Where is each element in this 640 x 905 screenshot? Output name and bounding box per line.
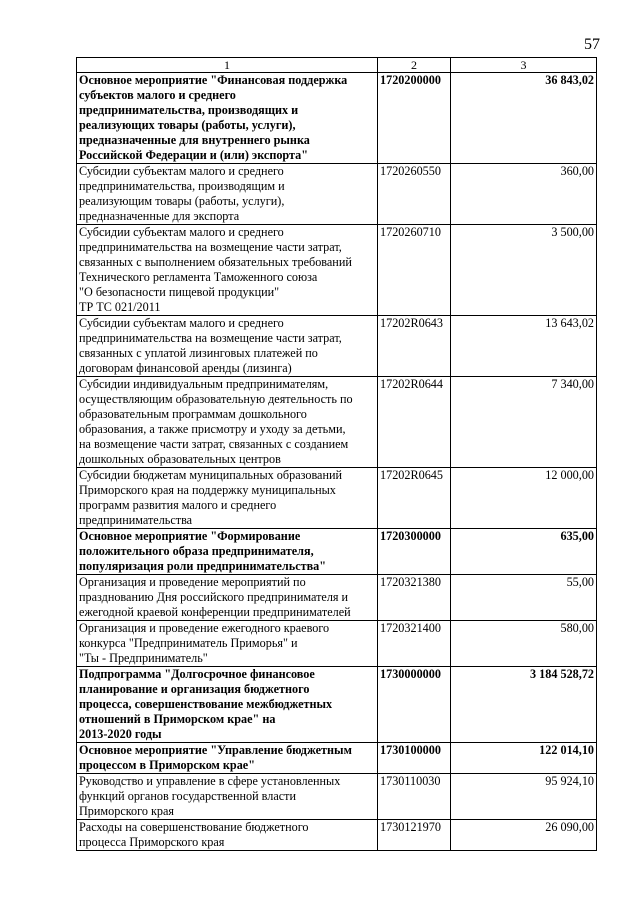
table-row — [77, 667, 597, 743]
row-amount-cell: 95 924,10 — [451, 774, 597, 820]
row-name-cell: Подпрограмма "Долгосрочное финансовое планирование и организация бюджетного процесса, совершенствование межбюджетных отношений в Приморском крае" на 2013-2020 годы — [77, 667, 378, 743]
table-row — [77, 73, 597, 164]
row-amount-cell: 26 090,00 — [451, 820, 597, 851]
row-code-cell: 1730000000 — [378, 667, 451, 743]
row-amount-cell: 580,00 — [451, 621, 597, 667]
table-row — [77, 774, 597, 820]
row-code-cell: 1720260550 — [378, 164, 451, 225]
table-header-row — [77, 58, 597, 73]
row-name-cell: Организация и проведение ежегодного краевого конкурса "Предприниматель Приморья" и "Ты - Предприниматель" — [77, 621, 378, 667]
row-amount-cell: 13 643,02 — [451, 316, 597, 377]
row-amount-cell: 3 184 528,72 — [451, 667, 597, 743]
row-code-cell: 1730100000 — [378, 743, 451, 774]
table-row — [77, 164, 597, 225]
table-row — [77, 621, 597, 667]
row-name-cell: Субсидии бюджетам муниципальных образований Приморского края на поддержку муниципальных программ развития малого и среднего предпринимательства — [77, 468, 378, 529]
row-name-cell: Основное мероприятие "Управление бюджетным процессом в Приморском крае" — [77, 743, 378, 774]
row-code-cell: 17202R0645 — [378, 468, 451, 529]
table-row — [77, 529, 597, 575]
row-code-cell: 17202R0644 — [378, 377, 451, 468]
row-amount-cell: 12 000,00 — [451, 468, 597, 529]
table-row — [77, 820, 597, 851]
column-header-1: 1 — [77, 58, 378, 73]
budget-table-body — [77, 58, 597, 851]
row-name-cell: Организация и проведение мероприятий по празднованию Дня российского предпринимателя и ежегодной краевой конференции предпринимателей — [77, 575, 378, 621]
table-row — [77, 468, 597, 529]
row-amount-cell: 122 014,10 — [451, 743, 597, 774]
table-row — [77, 575, 597, 621]
budget-table — [76, 57, 597, 851]
row-code-cell: 1720321380 — [378, 575, 451, 621]
row-code-cell: 1730110030 — [378, 774, 451, 820]
row-name-cell: Расходы на совершенствование бюджетного процесса Приморского края — [77, 820, 378, 851]
row-amount-cell: 55,00 — [451, 575, 597, 621]
column-header-3: 3 — [451, 58, 597, 73]
row-code-cell: 1720200000 — [378, 73, 451, 164]
row-amount-cell: 360,00 — [451, 164, 597, 225]
row-name-cell: Субсидии индивидуальным предпринимателям, осуществляющим образовательную деятельность по образовательным программам дошкольного образования, а также присмотру и уходу за детьми, на возмещение части затрат, связанных с созданием дошкольных образовательных центров — [77, 377, 378, 468]
row-name-cell: Основное мероприятие "Формирование положительного образа предпринимателя, популяризация роли предпринимательства" — [77, 529, 378, 575]
row-code-cell: 17202R0643 — [378, 316, 451, 377]
row-name-cell: Руководство и управление в сфере установленных функций органов государственной власти Приморского края — [77, 774, 378, 820]
row-name-cell: Субсидии субъектам малого и среднего предпринимательства, производящим и реализующим товары (работы, услуги), предназначенные для экспорта — [77, 164, 378, 225]
row-amount-cell: 635,00 — [451, 529, 597, 575]
page-number: 57 — [584, 36, 600, 53]
row-name-cell: Основное мероприятие "Финансовая поддержка субъектов малого и среднего предпринимательства, производящих и реализующих товары (работы, услуги), предназначенные для внутреннего рынка Российской Федерации и (или) экспорта" — [77, 73, 378, 164]
row-amount-cell: 36 843,02 — [451, 73, 597, 164]
table-row — [77, 743, 597, 774]
row-name-cell: Субсидии субъектам малого и среднего предпринимательства на возмещение части затрат, связанных с уплатой лизинговых платежей по договорам финансовой аренды (лизинга) — [77, 316, 378, 377]
row-amount-cell: 3 500,00 — [451, 225, 597, 316]
row-name-cell: Субсидии субъектам малого и среднего предпринимательства на возмещение части затрат, связанных с выполнением обязательных требований Технического регламента Таможенного союза "О безопасности пищевой продукции" ТР ТС 021/2011 — [77, 225, 378, 316]
row-code-cell: 1730121970 — [378, 820, 451, 851]
row-code-cell: 1720260710 — [378, 225, 451, 316]
table-row — [77, 225, 597, 316]
table-row — [77, 377, 597, 468]
row-code-cell: 1720321400 — [378, 621, 451, 667]
column-header-2: 2 — [378, 58, 451, 73]
row-code-cell: 1720300000 — [378, 529, 451, 575]
row-amount-cell: 7 340,00 — [451, 377, 597, 468]
table-row — [77, 316, 597, 377]
